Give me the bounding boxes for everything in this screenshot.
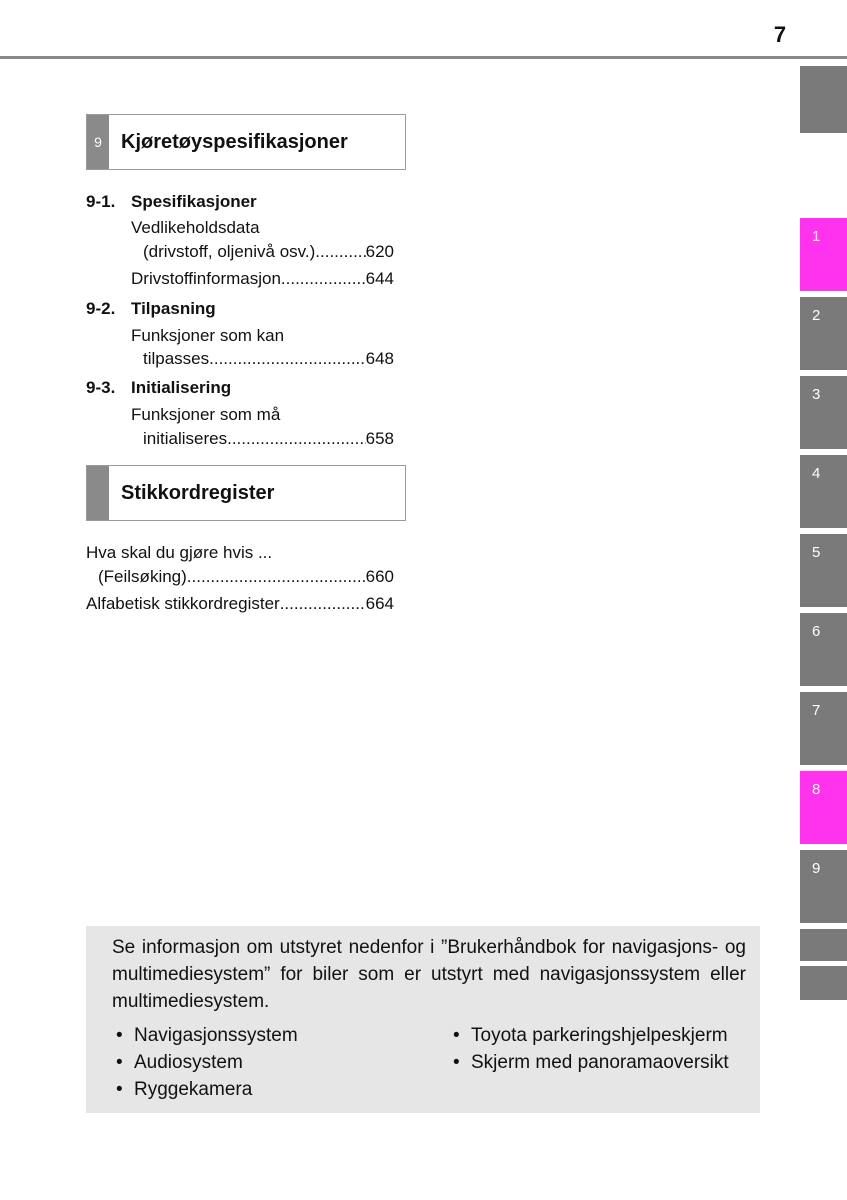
side-tab-9[interactable]: 9	[800, 850, 847, 923]
page-number: 7	[773, 22, 787, 47]
bullet-item	[116, 1022, 298, 1049]
bullet-text: Audiosystem	[134, 1052, 243, 1073]
section-marker	[87, 466, 109, 520]
side-tab-blank-a[interactable]	[800, 929, 847, 961]
side-tab-3[interactable]: 3	[800, 376, 847, 449]
chapter-title: Initialisering	[131, 378, 232, 397]
info-text: Se informasjon om utstyret nedenfor i ”Brukerhåndbok for navigasjons- og multimediesystem” for biler som er utstyrt med navigasjonssystem eller multimediesystem.	[112, 937, 746, 1012]
toc-entry-line1[interactable]: Hva skal du gjøre hvis ...	[86, 543, 273, 562]
bullet-item	[116, 1049, 243, 1076]
bullet-icon: •	[453, 1025, 460, 1046]
section-9-toc	[86, 192, 394, 462]
dot-leader	[315, 242, 365, 266]
chapter-title: Spesifikasjoner	[131, 192, 257, 211]
section-title: Stikkordregister	[121, 481, 275, 504]
toc-entry-text: tilpasses	[143, 349, 210, 368]
bullet-icon: •	[453, 1052, 460, 1073]
toc-entry-text: (drivstoff, oljenivå osv.)	[143, 242, 316, 261]
bullet-icon: •	[116, 1079, 123, 1100]
bullet-item	[453, 1049, 729, 1076]
dot-leader	[227, 429, 366, 453]
section-number: 9	[87, 115, 109, 169]
chapter-number: 9-1.	[86, 192, 116, 211]
side-tab-6[interactable]: 6	[800, 613, 847, 686]
toc-entry-text: Alfabetisk stikkordregister	[86, 594, 280, 613]
info-box	[86, 926, 760, 1113]
page-ref: 648	[365, 349, 394, 368]
chapter-number: 9-2.	[86, 299, 116, 318]
bullet-item	[116, 1076, 252, 1103]
chapter-heading[interactable]	[86, 378, 231, 402]
side-tab-2[interactable]: 2	[800, 297, 847, 370]
toc-entry[interactable]	[86, 594, 394, 618]
section-title: Kjøretøyspesifikasjoner	[121, 130, 348, 153]
toc-entry-line1[interactable]: Vedlikeholdsdata	[131, 218, 260, 237]
chapter-title: Tilpasning	[131, 299, 216, 318]
toc-entry-text: initialiseres	[143, 429, 228, 448]
side-tab-4[interactable]: 4	[800, 455, 847, 528]
side-tab-blank-top[interactable]	[800, 66, 847, 133]
section-header-9	[86, 114, 406, 170]
page-ref: 658	[365, 429, 394, 448]
chapter-heading[interactable]	[86, 192, 257, 216]
side-tab-8[interactable]: 8	[800, 771, 847, 844]
bullet-item	[453, 1022, 728, 1049]
toc-entry[interactable]	[98, 567, 394, 591]
bullet-icon: •	[116, 1025, 123, 1046]
section-header-index	[86, 465, 406, 521]
header-rule	[0, 56, 847, 59]
bullet-icon: •	[116, 1052, 123, 1073]
page-ref: 644	[365, 269, 394, 288]
index-toc	[86, 543, 394, 623]
page-ref: 664	[365, 594, 394, 613]
page-ref: 620	[365, 242, 394, 261]
chapter-heading[interactable]	[86, 299, 216, 323]
dot-leader	[209, 349, 365, 373]
bullet-text: Navigasjonssystem	[134, 1025, 298, 1046]
bullet-text: Ryggekamera	[134, 1079, 253, 1100]
bullet-text: Toyota parkeringshjelpeskjerm	[471, 1025, 728, 1046]
chapter-number: 9-3.	[86, 378, 116, 397]
bullet-text: Skjerm med panoramaoversikt	[471, 1052, 729, 1073]
toc-entry-text: Drivstoffinformasjon	[131, 269, 281, 288]
dot-leader	[280, 594, 366, 618]
page-ref: 660	[365, 567, 394, 586]
toc-entry[interactable]	[131, 269, 394, 293]
dot-leader	[281, 269, 366, 293]
toc-entry-line1[interactable]: Funksjoner som kan	[131, 326, 285, 345]
side-tab-1[interactable]: 1	[800, 218, 847, 291]
toc-entry[interactable]	[143, 429, 394, 453]
toc-entry-text: (Feilsøking)	[98, 567, 187, 586]
side-tab-5[interactable]: 5	[800, 534, 847, 607]
toc-entry[interactable]	[143, 349, 394, 373]
toc-entry[interactable]	[143, 242, 394, 266]
side-tab-7[interactable]: 7	[800, 692, 847, 765]
dot-leader	[187, 567, 366, 591]
side-tab-blank-b[interactable]	[800, 966, 847, 1000]
toc-entry-line1[interactable]: Funksjoner som må	[131, 405, 281, 424]
